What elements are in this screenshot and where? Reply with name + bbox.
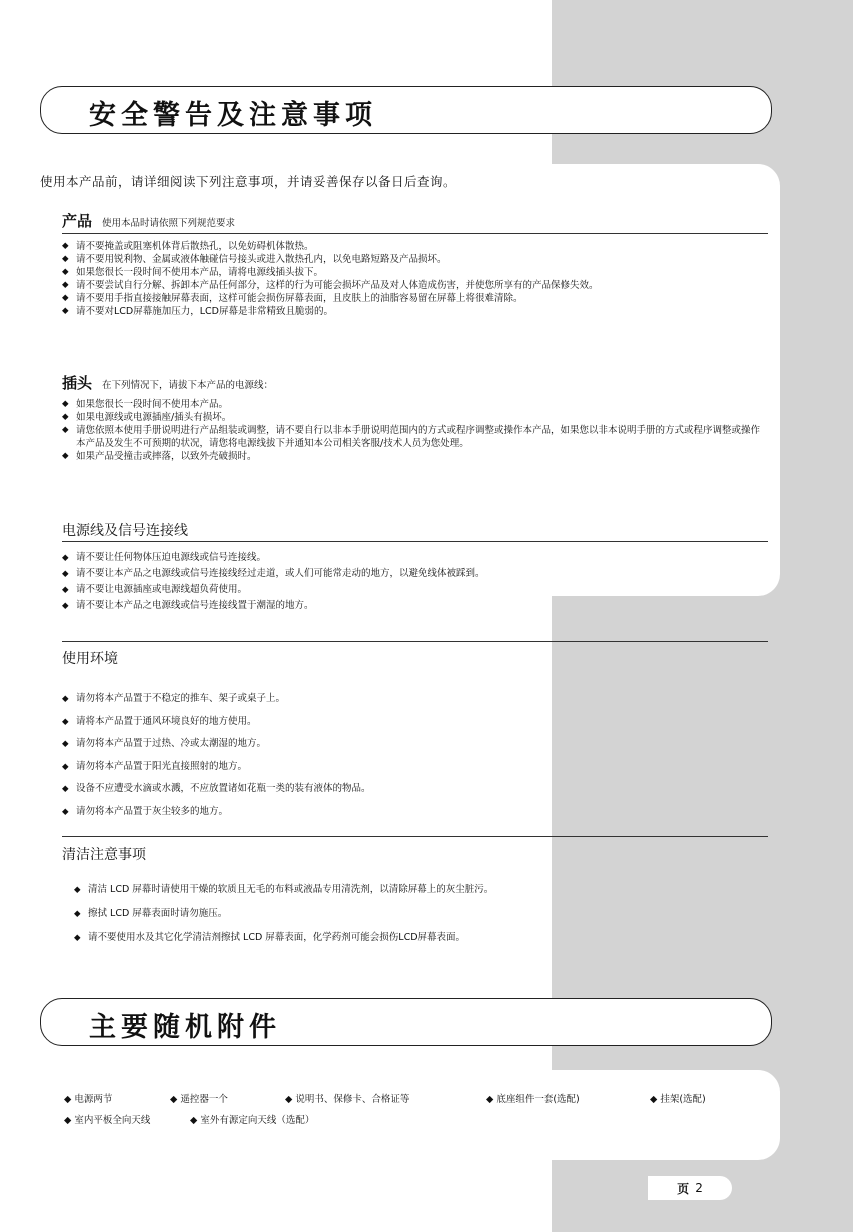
- list-cleaning: [74, 878, 768, 950]
- divider-cleaning-top: [62, 836, 768, 837]
- list-item: ◆ 清洁 LCD 屏幕时请使用干燥的软质且无毛的布料或液晶专用清洗剂，以清除屏幕上的灰尘脏污。: [74, 878, 768, 902]
- list-item: ◆ 请不要尝试自行分解、拆卸本产品任何部分，这样的行为可能会损坏产品及对人体造成伤害，并使您所享有的产品保修失效。: [62, 279, 768, 292]
- section-header-plug: [62, 372, 273, 393]
- section-subtitle-product: 使用本品时请依照下列规范要求: [102, 218, 236, 229]
- section-title-environment: 使用环境: [62, 651, 118, 667]
- list-product: [62, 240, 768, 318]
- list-item: ◆ 请将本产品置于通风环境良好的地方使用。: [62, 711, 768, 734]
- divider-product: [62, 233, 768, 234]
- list-item: ◆ 请勿将本产品置于不稳定的推车、架子或桌子上。: [62, 688, 768, 711]
- section-title-power-cord: 电源线及信号连接线: [62, 523, 188, 539]
- list-item: ◆ 请不要让本产品之电源线或信号连接线经过走道，或人们可能常走动的地方，以避免线体被踩到。: [62, 566, 768, 582]
- section-header-cleaning: [62, 844, 146, 864]
- list-item: ◆ 擦拭 LCD 屏幕表面时请勿施压。: [74, 902, 768, 926]
- section-title-product: 产品: [62, 212, 93, 230]
- accessory-item: ◆ 室内平板全向天线: [64, 1115, 151, 1126]
- list-item: ◆ 请不要让本产品之电源线或信号连接线置于潮湿的地方。: [62, 598, 768, 614]
- accessory-item: ◆ 说明书、保修卡、合格证等: [285, 1094, 410, 1105]
- section-title-plug: 插头: [62, 374, 93, 392]
- list-item: ◆ 如果您很长一段时间不使用本产品。: [62, 398, 768, 411]
- section-header-product: [62, 210, 235, 231]
- divider-environment-top: [62, 641, 768, 642]
- list-plug: [62, 398, 768, 463]
- section-title-cleaning: 清洁注意事项: [62, 847, 146, 863]
- list-item: ◆ 设备不应遭受水滴或水溅，不应放置诸如花瓶一类的装有液体的物品。: [62, 778, 768, 801]
- list-item: ◆ 请不要让电源插座或电源线超负荷使用。: [62, 582, 768, 598]
- list-item: ◆ 请勿将本产品置于阳光直接照射的地方。: [62, 756, 768, 779]
- list-item: ◆ 请不要掩盖或阻塞机体背后散热孔，以免妨碍机体散热。: [62, 240, 768, 253]
- list-environment: [62, 688, 768, 823]
- list-item: ◆ 请不要用锐利物、金属或液体触碰信号接头或进入散热孔内，以免电路短路及产品损坏。: [62, 253, 768, 266]
- accessory-item: ◆ 底座组件一套(选配): [486, 1094, 580, 1105]
- intro-text: 使用本产品前，请详细阅读下列注意事项，并请妥善保存以备日后查询。: [40, 174, 457, 189]
- list-item: ◆ 如果产品受撞击或摔落，以致外壳破损时。: [62, 450, 768, 463]
- page-number-tab: [648, 1176, 732, 1200]
- list-item: ◆ 请不要使用水及其它化学清洁剂擦拭 LCD 屏幕表面，化学药剂可能会损伤LCD屏幕表面。: [74, 926, 768, 950]
- accessory-item: ◆ 室外有源定向天线（选配）: [190, 1115, 315, 1126]
- list-item: ◆ 如果您很长一段时间不使用本产品，请将电源线插头拔下。: [62, 266, 768, 279]
- list-item: ◆ 请不要用手指直接接触屏幕表面，这样可能会损伤屏幕表面，且皮肤上的油脂容易留在屏幕上将很难清除。: [62, 292, 768, 305]
- page-label: 页: [677, 1181, 690, 1196]
- section-subtitle-plug: 在下列情况下，请拔下本产品的电源线：: [102, 380, 274, 391]
- list-item: ◆ 请不要对LCD屏幕施加压力，LCD屏幕是非常精致且脆弱的。: [62, 305, 768, 318]
- list-power-cord: [62, 550, 768, 614]
- divider-power-cord: [62, 541, 768, 542]
- page-number: 2: [695, 1181, 703, 1195]
- accessory-item: ◆ 挂架(选配): [650, 1094, 706, 1105]
- page-title-accessories: 主要随机附件: [89, 1012, 281, 1043]
- list-item: ◆ 如果电源线或电源插座/插头有损坏。: [62, 411, 768, 424]
- page-title-safety: 安全警告及注意事项: [89, 100, 377, 131]
- accessory-item: ◆ 遥控器一个: [170, 1094, 228, 1105]
- list-item: ◆ 请不要让任何物体压迫电源线或信号连接线。: [62, 550, 768, 566]
- list-item: ◆ 请您依照本使用手册说明进行产品组装或调整，请不要自行以非本手册说明范围内的方式或程序调整或操作本产品，如果您以非本说明手册的方式或程序调整或操作本产品及发生不可预期的状况，请您将电源线拔下并通知本公司相关客服/技术人员为您处理。: [62, 424, 768, 450]
- title-box-safety: [40, 86, 772, 134]
- accessory-item: ◆ 电源两节: [64, 1094, 113, 1105]
- list-item: ◆ 请勿将本产品置于过热、冷或太潮湿的地方。: [62, 733, 768, 756]
- title-box-accessories: [40, 998, 772, 1046]
- section-header-environment: [62, 648, 118, 668]
- section-header-power-cord: [62, 520, 188, 540]
- list-item: ◆ 请勿将本产品置于灰尘较多的地方。: [62, 801, 768, 824]
